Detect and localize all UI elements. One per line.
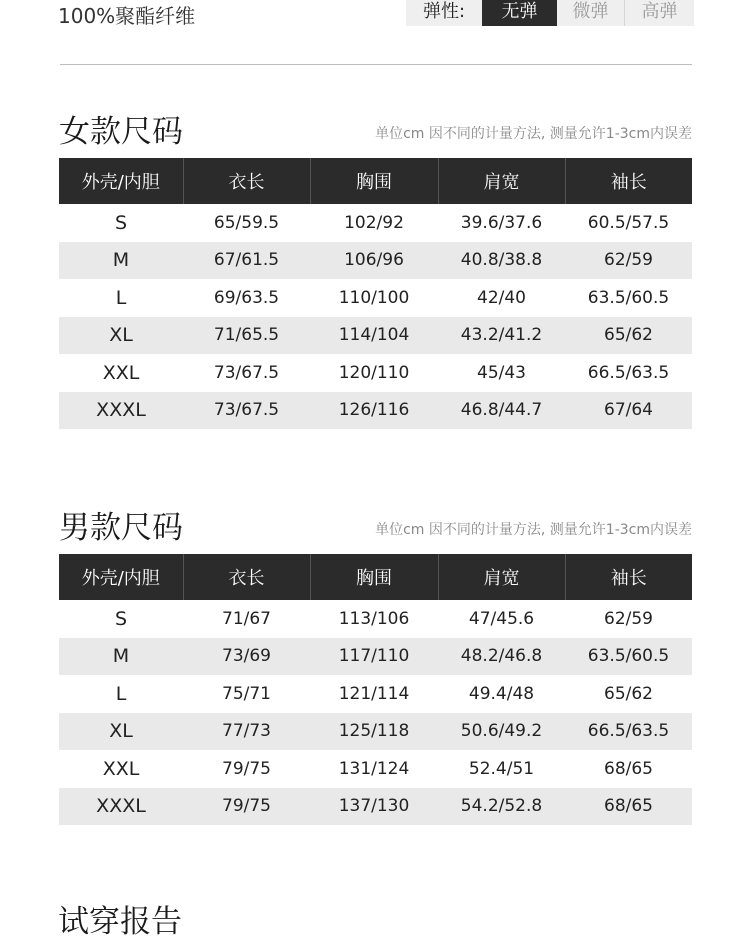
chest-cell: 113/106 bbox=[338, 608, 410, 629]
length-cell: 67/61.5 bbox=[183, 242, 310, 280]
size-cell: M bbox=[59, 242, 183, 280]
chest-cell: 114/104 bbox=[310, 317, 438, 355]
header-sleeve: 袖长 bbox=[565, 158, 692, 204]
size-cell: S bbox=[114, 607, 128, 630]
size-cell: XL bbox=[59, 713, 183, 751]
table-header-row bbox=[59, 158, 692, 204]
shoulder-cell: 40.8/38.8 bbox=[438, 242, 565, 280]
chest-cell: 131/124 bbox=[338, 758, 410, 779]
elasticity-option-none: 无弹 bbox=[482, 0, 557, 26]
shoulder-cell: 42/40 bbox=[477, 287, 526, 308]
header-shoulder: 肩宽 bbox=[438, 554, 565, 600]
divider bbox=[60, 64, 692, 65]
sleeve-cell: 60.5/57.5 bbox=[587, 212, 670, 233]
chest-cell: 102/92 bbox=[344, 212, 404, 233]
header-length: 衣长 bbox=[183, 554, 310, 600]
women-size-table bbox=[59, 158, 692, 429]
men-measure-note: 单位cm 因不同的计量方法, 测量允许1-3cm内误差 bbox=[375, 522, 692, 538]
sleeve-cell: 65/62 bbox=[604, 683, 653, 704]
chest-cell: 126/116 bbox=[310, 392, 438, 430]
elasticity-option-high: 高弹 bbox=[641, 1, 678, 22]
shoulder-cell: 39.6/37.6 bbox=[460, 212, 543, 233]
women-size-title: 女款尺码 bbox=[59, 114, 183, 150]
elasticity-selector bbox=[406, 0, 694, 26]
size-cell: XXL bbox=[102, 361, 140, 384]
header-size: 外壳/内胆 bbox=[59, 158, 183, 204]
table-row bbox=[59, 242, 692, 280]
shoulder-cell: 49.4/48 bbox=[468, 683, 535, 704]
chest-cell: 137/130 bbox=[310, 788, 438, 826]
men-size-table bbox=[59, 554, 692, 825]
table-row bbox=[59, 317, 692, 355]
size-cell: XXXL bbox=[59, 392, 183, 430]
table-row bbox=[59, 788, 692, 826]
length-cell: 69/63.5 bbox=[213, 287, 280, 308]
header-size: 外壳/内胆 bbox=[59, 554, 183, 600]
size-cell: S bbox=[114, 211, 128, 234]
sleeve-cell: 66.5/63.5 bbox=[565, 713, 692, 751]
chest-cell: 117/110 bbox=[310, 638, 438, 676]
table-row bbox=[59, 638, 692, 676]
sleeve-cell: 68/65 bbox=[604, 758, 653, 779]
material-text: 100%聚酯纤维 bbox=[58, 4, 196, 28]
women-measure-note: 单位cm 因不同的计量方法, 测量允许1-3cm内误差 bbox=[375, 126, 692, 142]
size-cell: XL bbox=[59, 317, 183, 355]
table-row bbox=[59, 600, 692, 638]
size-cell: XXXL bbox=[59, 788, 183, 826]
chest-cell: 110/100 bbox=[338, 287, 410, 308]
header-chest: 胸围 bbox=[310, 158, 438, 204]
sleeve-cell: 68/65 bbox=[565, 788, 692, 826]
length-cell: 79/75 bbox=[183, 788, 310, 826]
sleeve-cell: 62/59 bbox=[604, 608, 653, 629]
elasticity-option-slight: 微弹 bbox=[557, 0, 625, 26]
table-row bbox=[59, 750, 692, 788]
shoulder-cell: 47/45.6 bbox=[468, 608, 535, 629]
size-cell: L bbox=[115, 682, 127, 705]
sleeve-cell: 67/64 bbox=[565, 392, 692, 430]
chest-cell: 121/114 bbox=[338, 683, 410, 704]
shoulder-cell: 52.4/51 bbox=[468, 758, 535, 779]
shoulder-cell: 46.8/44.7 bbox=[438, 392, 565, 430]
header-shoulder: 肩宽 bbox=[438, 158, 565, 204]
shoulder-cell: 50.6/49.2 bbox=[438, 713, 565, 751]
try-on-report-title: 试穿报告 bbox=[58, 904, 182, 940]
length-cell: 75/71 bbox=[222, 683, 271, 704]
shoulder-cell: 45/43 bbox=[477, 362, 526, 383]
sleeve-cell: 63.5/60.5 bbox=[565, 638, 692, 676]
length-cell: 71/67 bbox=[222, 608, 271, 629]
size-cell: L bbox=[115, 286, 127, 309]
chest-cell: 106/96 bbox=[310, 242, 438, 280]
length-cell: 73/67.5 bbox=[183, 392, 310, 430]
chest-cell: 120/110 bbox=[338, 362, 410, 383]
men-size-title: 男款尺码 bbox=[59, 510, 183, 546]
shoulder-cell: 54.2/52.8 bbox=[438, 788, 565, 826]
length-cell: 77/73 bbox=[183, 713, 310, 751]
sleeve-cell: 63.5/60.5 bbox=[587, 287, 670, 308]
length-cell: 79/75 bbox=[222, 758, 271, 779]
table-row bbox=[59, 675, 692, 713]
table-row bbox=[59, 204, 692, 242]
header-sleeve: 袖长 bbox=[565, 554, 692, 600]
header-chest: 胸围 bbox=[310, 554, 438, 600]
length-cell: 71/65.5 bbox=[183, 317, 310, 355]
length-cell: 65/59.5 bbox=[213, 212, 280, 233]
table-row bbox=[59, 354, 692, 392]
elasticity-label: 弹性: bbox=[422, 1, 466, 22]
length-cell: 73/67.5 bbox=[213, 362, 280, 383]
sleeve-cell: 62/59 bbox=[565, 242, 692, 280]
chest-cell: 125/118 bbox=[310, 713, 438, 751]
table-row bbox=[59, 713, 692, 751]
shoulder-cell: 48.2/46.8 bbox=[438, 638, 565, 676]
header-length: 衣长 bbox=[183, 158, 310, 204]
size-cell: M bbox=[59, 638, 183, 676]
table-row bbox=[59, 392, 692, 430]
sleeve-cell: 66.5/63.5 bbox=[587, 362, 670, 383]
table-header-row bbox=[59, 554, 692, 600]
size-cell: XXL bbox=[102, 757, 140, 780]
length-cell: 73/69 bbox=[183, 638, 310, 676]
shoulder-cell: 43.2/41.2 bbox=[438, 317, 565, 355]
sleeve-cell: 65/62 bbox=[565, 317, 692, 355]
table-row bbox=[59, 279, 692, 317]
